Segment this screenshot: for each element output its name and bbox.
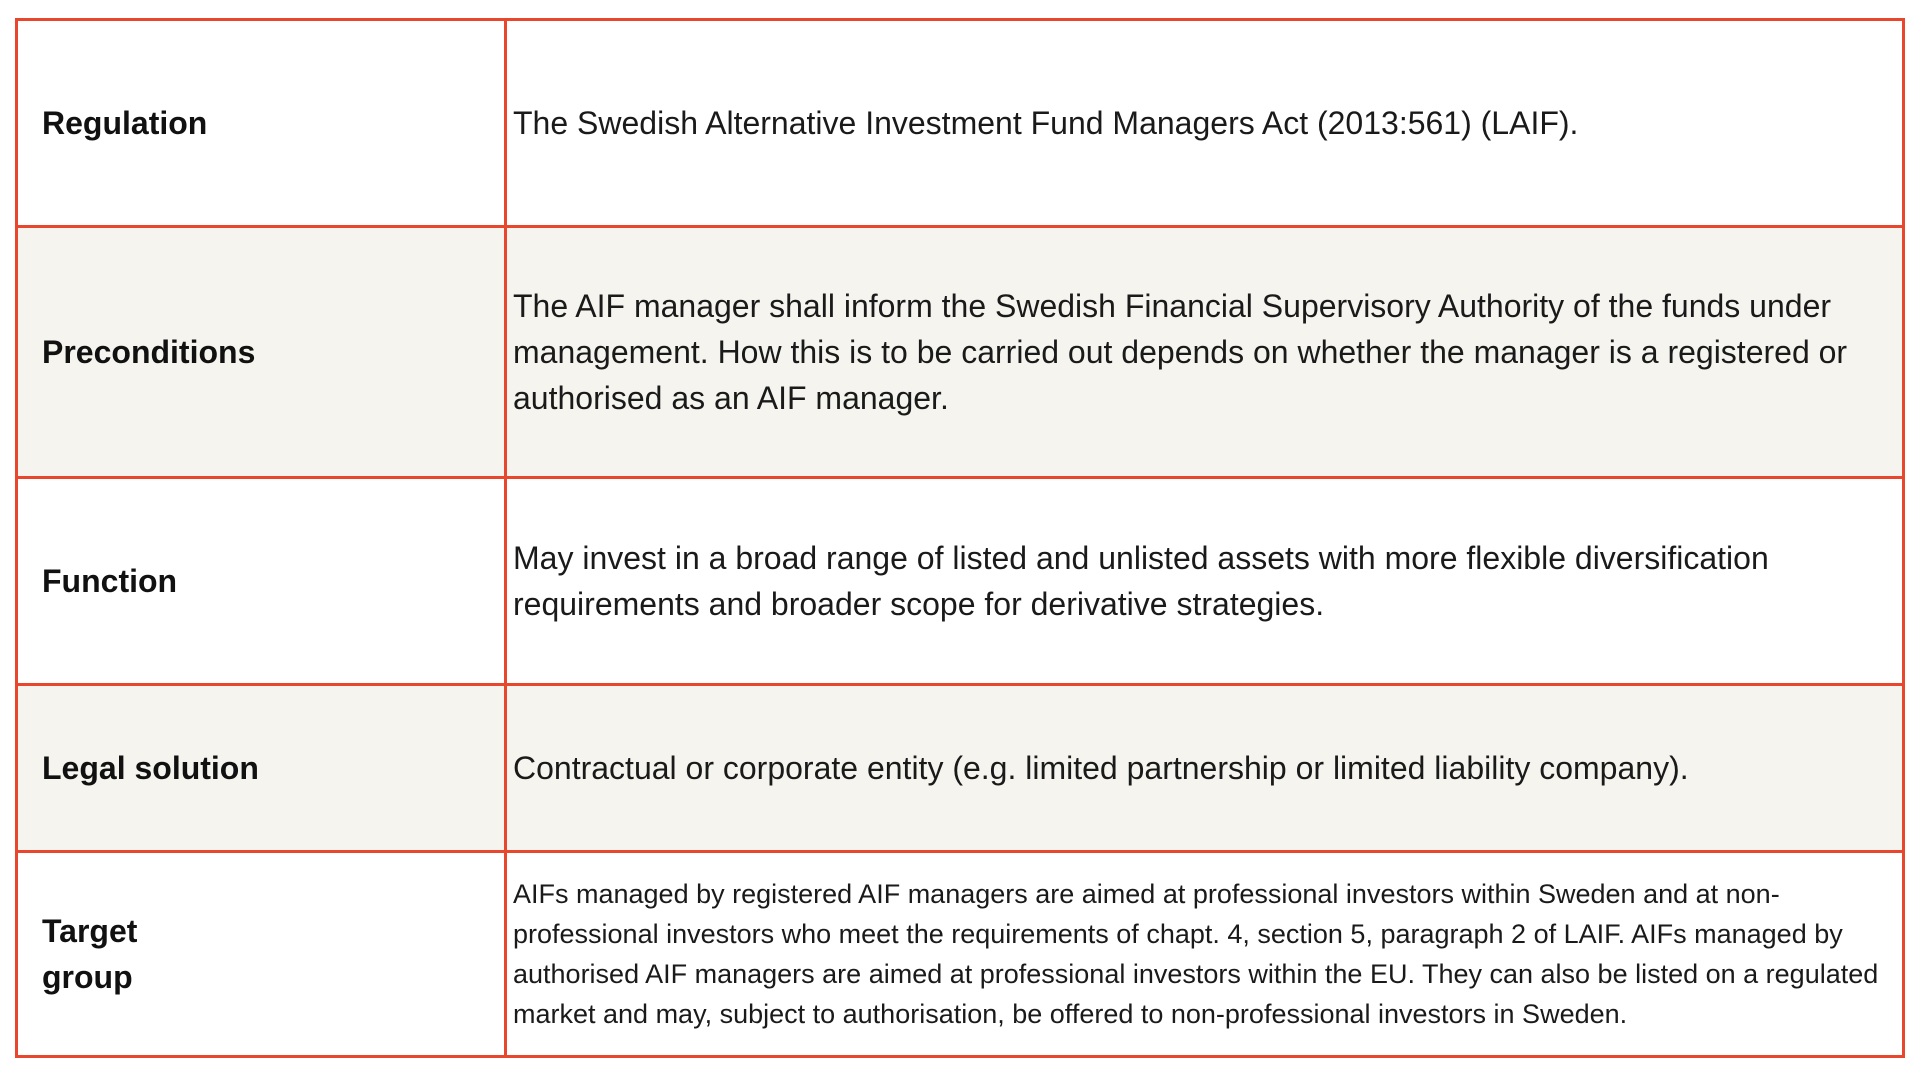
row-label-target-line1: Target (42, 913, 138, 949)
row-value-target-group: AIFs managed by registered AIF managers are aimed at professional investors within Sweden and at non-professional investors who meet the requirements of chapt. 4, section 5, paragraph 2 of LAIF. AIFs managed by authorised AIF managers are aimed at professional investors within the EU. They can also be listed on a regulated market and may, subject to authorisation, be offered to non-professional investors in Sweden. (506, 852, 1904, 1057)
row-label-regulation: Regulation (17, 20, 506, 227)
row-label-legal-solution: Legal solution (17, 685, 506, 852)
row-value-preconditions: The AIF manager shall inform the Swedish Financial Supervisory Authority of the funds under management. How this is to be carried out depends on whether the manager is a registered or authorised as an AIF manager. (506, 227, 1904, 478)
row-value-function: May invest in a broad range of listed and unlisted assets with more flexible diversification requirements and broader scope for derivative strategies. (506, 478, 1904, 685)
row-label-target-line2: group (42, 959, 133, 995)
row-label-function: Function (17, 478, 506, 685)
table-row-function (17, 478, 1904, 685)
table-row-legal-solution (17, 685, 1904, 852)
row-label-preconditions: Preconditions (17, 227, 506, 478)
table-row-preconditions (17, 227, 1904, 478)
row-value-legal-solution: Contractual or corporate entity (e.g. limited partnership or limited liability company). (506, 685, 1904, 852)
row-value-regulation: The Swedish Alternative Investment Fund Managers Act (2013:561) (LAIF). (506, 20, 1904, 227)
row-label-target-group (17, 852, 506, 1057)
fund-info-table (15, 18, 1905, 1058)
table-row-target-group (17, 852, 1904, 1057)
table-row-regulation (17, 20, 1904, 227)
